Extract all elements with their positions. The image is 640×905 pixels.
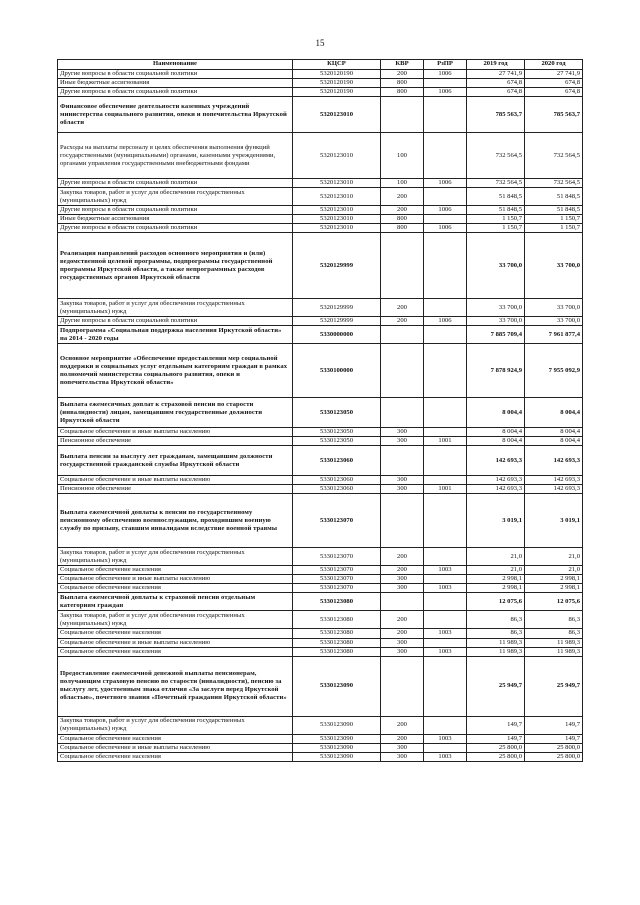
row-kvr: 300 <box>381 485 424 494</box>
table-row <box>58 398 583 428</box>
row-kcsr: 5330123090 <box>293 656 381 716</box>
table-row <box>58 584 583 593</box>
row-name: Другие вопросы в области социальной политики <box>58 224 293 233</box>
row-2020: 8 004,4 <box>525 398 583 428</box>
row-name: Другие вопросы в области социальной политики <box>58 70 293 79</box>
row-name: Предоставление ежемесячной денежной выплаты пенсионерам, получающим страховую пенсию по старости (инвалидности), пенсию за выслугу лет, удостоенным знака отличия «За заслуги перед Иркутской областью», почетного звания «Почетный гражданин Иркутской области» <box>58 656 293 716</box>
table-row <box>58 734 583 743</box>
row-kvr: 200 <box>381 188 424 206</box>
row-rzpr <box>424 656 467 716</box>
row-name: Закупка товаров, работ и услуг для обеспечения государственных (муниципальных) нужд <box>58 188 293 206</box>
row-2019: 33 700,0 <box>467 317 525 326</box>
table-row <box>58 485 583 494</box>
header-name: Наименование <box>58 60 293 70</box>
row-name: Социальное обеспечение и иные выплаты населению <box>58 638 293 647</box>
row-2019: 12 075,6 <box>467 593 525 611</box>
row-kcsr: 5330123080 <box>293 638 381 647</box>
row-name: Социальное обеспечение и иные выплаты населению <box>58 743 293 752</box>
table-row <box>58 188 583 206</box>
row-kcsr: 5320129999 <box>293 299 381 317</box>
row-2019: 33 700,0 <box>467 299 525 317</box>
row-2020: 142 693,3 <box>525 485 583 494</box>
row-kcsr: 5320123010 <box>293 133 381 179</box>
row-name: Социальное обеспечение и иные выплаты населению <box>58 476 293 485</box>
row-rzpr <box>424 233 467 299</box>
row-kcsr: 5320120190 <box>293 79 381 88</box>
row-2020: 27 741,9 <box>525 70 583 79</box>
row-2019: 21,0 <box>467 548 525 566</box>
row-2019: 2 998,1 <box>467 575 525 584</box>
row-kvr: 200 <box>381 629 424 638</box>
row-kcsr: 5330123070 <box>293 494 381 548</box>
table-row <box>58 206 583 215</box>
row-2020: 25 800,0 <box>525 743 583 752</box>
row-name: Социальное обеспечение населения <box>58 734 293 743</box>
row-name: Социальное обеспечение населения <box>58 629 293 638</box>
row-kcsr: 5330123080 <box>293 593 381 611</box>
row-2020: 1 150,7 <box>525 215 583 224</box>
row-rzpr <box>424 611 467 629</box>
row-kvr: 300 <box>381 584 424 593</box>
row-rzpr <box>424 398 467 428</box>
table-row <box>58 70 583 79</box>
row-kvr <box>381 97 424 133</box>
table-row <box>58 233 583 299</box>
row-2020: 86,3 <box>525 611 583 629</box>
row-name: Пенсионное обеспечение <box>58 437 293 446</box>
row-rzpr <box>424 446 467 476</box>
row-kvr: 300 <box>381 476 424 485</box>
row-name: Социальное обеспечение населения <box>58 752 293 761</box>
row-kvr: 200 <box>381 566 424 575</box>
row-kvr: 300 <box>381 743 424 752</box>
table-row <box>58 566 583 575</box>
table-row <box>58 179 583 188</box>
table-row <box>58 752 583 761</box>
row-rzpr: 1001 <box>424 485 467 494</box>
row-name: Социальное обеспечение населения <box>58 566 293 575</box>
row-2020: 21,0 <box>525 566 583 575</box>
row-2019: 33 700,0 <box>467 233 525 299</box>
row-rzpr <box>424 476 467 485</box>
row-kvr <box>381 446 424 476</box>
header-kvr: КВР <box>381 60 424 70</box>
row-rzpr: 1003 <box>424 629 467 638</box>
row-2019: 25 800,0 <box>467 743 525 752</box>
row-kcsr: 5330123070 <box>293 566 381 575</box>
row-2019: 11 989,3 <box>467 638 525 647</box>
row-2019: 8 004,4 <box>467 437 525 446</box>
row-rzpr: 1006 <box>424 70 467 79</box>
header-kcsr: КЦСР <box>293 60 381 70</box>
row-2019: 732 564,5 <box>467 133 525 179</box>
row-kvr: 300 <box>381 647 424 656</box>
row-2019: 149,7 <box>467 734 525 743</box>
row-rzpr <box>424 299 467 317</box>
row-kcsr: 5330123060 <box>293 485 381 494</box>
table-body <box>58 70 583 762</box>
row-kvr <box>381 233 424 299</box>
row-kvr: 100 <box>381 133 424 179</box>
row-2019: 51 848,5 <box>467 206 525 215</box>
table-row <box>58 133 583 179</box>
row-kvr <box>381 326 424 344</box>
row-kcsr: 5330123050 <box>293 428 381 437</box>
row-name: Закупка товаров, работ и услуг для обеспечения государственных (муниципальных) нужд <box>58 716 293 734</box>
row-2020: 732 564,5 <box>525 179 583 188</box>
row-2019: 11 989,3 <box>467 647 525 656</box>
row-rzpr: 1006 <box>424 206 467 215</box>
row-2020: 732 564,5 <box>525 133 583 179</box>
row-name: Выплата пенсии за выслугу лет гражданам, замещавшим должности государственной гражданской службы Иркутской области <box>58 446 293 476</box>
row-rzpr <box>424 638 467 647</box>
row-rzpr <box>424 548 467 566</box>
row-kcsr: 5330123070 <box>293 584 381 593</box>
row-kcsr: 5330123090 <box>293 752 381 761</box>
row-2019: 674,8 <box>467 79 525 88</box>
row-2019: 2 998,1 <box>467 584 525 593</box>
row-rzpr: 1006 <box>424 179 467 188</box>
row-2019: 7 878 924,9 <box>467 344 525 398</box>
table-row <box>58 446 583 476</box>
row-2020: 33 700,0 <box>525 299 583 317</box>
row-2020: 51 848,5 <box>525 188 583 206</box>
row-rzpr <box>424 97 467 133</box>
row-kvr <box>381 656 424 716</box>
header-2020: 2020 год <box>525 60 583 70</box>
row-2020: 12 075,6 <box>525 593 583 611</box>
row-2020: 2 998,1 <box>525 584 583 593</box>
row-kvr: 200 <box>381 734 424 743</box>
row-2019: 142 693,3 <box>467 485 525 494</box>
row-2019: 25 800,0 <box>467 752 525 761</box>
row-2020: 785 563,7 <box>525 97 583 133</box>
row-name: Расходы на выплаты персоналу в целях обеспечения выполнения функций государственными (муниципальными) органами, казенными учреждениями, органами управления государственными внебюджетными фондами <box>58 133 293 179</box>
row-kcsr: 5330100000 <box>293 344 381 398</box>
row-2019: 25 949,7 <box>467 656 525 716</box>
row-kcsr: 5330000000 <box>293 326 381 344</box>
row-kvr: 800 <box>381 88 424 97</box>
row-kcsr: 5330123080 <box>293 629 381 638</box>
row-kvr: 800 <box>381 224 424 233</box>
row-2020: 33 700,0 <box>525 233 583 299</box>
row-name: Другие вопросы в области социальной политики <box>58 88 293 97</box>
row-kcsr: 5330123060 <box>293 476 381 485</box>
table-row <box>58 326 583 344</box>
row-2020: 2 998,1 <box>525 575 583 584</box>
row-2020: 51 848,5 <box>525 206 583 215</box>
row-rzpr <box>424 79 467 88</box>
table-row <box>58 611 583 629</box>
row-kcsr: 5330123050 <box>293 437 381 446</box>
row-name: Выплата ежемесячной доплаты к страховой пенсии отдельным категориям граждан <box>58 593 293 611</box>
row-name: Социальное обеспечение населения <box>58 647 293 656</box>
row-2020: 1 150,7 <box>525 224 583 233</box>
row-name: Другие вопросы в области социальной политики <box>58 206 293 215</box>
row-2020: 8 004,4 <box>525 437 583 446</box>
row-kcsr: 5320129999 <box>293 233 381 299</box>
row-name: Закупка товаров, работ и услуг для обеспечения государственных (муниципальных) нужд <box>58 611 293 629</box>
row-kcsr: 5330123050 <box>293 398 381 428</box>
row-name: Финансовое обеспечение деятельности казенных учреждений министерства социального развития, опеки и попечительства Иркутской области <box>58 97 293 133</box>
row-kvr <box>381 494 424 548</box>
row-kvr: 200 <box>381 716 424 734</box>
page-number: 15 <box>315 38 325 48</box>
row-kcsr: 5320120190 <box>293 88 381 97</box>
row-2019: 8 004,4 <box>467 398 525 428</box>
table-row <box>58 638 583 647</box>
table-row <box>58 437 583 446</box>
row-2019: 3 019,1 <box>467 494 525 548</box>
row-kcsr: 5330123080 <box>293 611 381 629</box>
row-kcsr: 5330123090 <box>293 743 381 752</box>
table-row <box>58 224 583 233</box>
row-2019: 7 885 709,4 <box>467 326 525 344</box>
row-kvr: 800 <box>381 79 424 88</box>
row-rzpr <box>424 575 467 584</box>
row-rzpr <box>424 593 467 611</box>
row-name: Закупка товаров, работ и услуг для обеспечения государственных (муниципальных) нужд <box>58 548 293 566</box>
row-kcsr: 5330123080 <box>293 647 381 656</box>
header-2019: 2019 год <box>467 60 525 70</box>
table-row <box>58 299 583 317</box>
row-kvr: 100 <box>381 179 424 188</box>
table-row <box>58 97 583 133</box>
row-2020: 3 019,1 <box>525 494 583 548</box>
table-row <box>58 428 583 437</box>
table-row <box>58 494 583 548</box>
row-2020: 86,3 <box>525 629 583 638</box>
row-kcsr: 5320123010 <box>293 179 381 188</box>
row-kvr: 300 <box>381 428 424 437</box>
table-row <box>58 317 583 326</box>
row-name: Основное мероприятие «Обеспечение предоставления мер социальной поддержки и социальных услуг отдельным категориям граждан в рамках полномочий министерства социального развития, опеки и попечительства Иркутской области» <box>58 344 293 398</box>
row-2020: 149,7 <box>525 716 583 734</box>
row-kvr: 800 <box>381 215 424 224</box>
row-2019: 1 150,7 <box>467 215 525 224</box>
row-name: Подпрограмма «Социальная поддержка населения Иркутской области» на 2014 - 2020 годы <box>58 326 293 344</box>
row-name: Выплата ежемесячных доплат к страховой пенсии по старости (инвалидности) лицам, замещавшим государственные должности Иркутской области <box>58 398 293 428</box>
row-rzpr <box>424 188 467 206</box>
row-rzpr: 1006 <box>424 317 467 326</box>
row-kvr <box>381 593 424 611</box>
row-kvr <box>381 344 424 398</box>
row-kvr: 200 <box>381 611 424 629</box>
row-name: Иные бюджетные ассигнования <box>58 79 293 88</box>
table-row <box>58 593 583 611</box>
row-2019: 785 563,7 <box>467 97 525 133</box>
row-rzpr: 1006 <box>424 224 467 233</box>
row-2019: 732 564,5 <box>467 179 525 188</box>
row-kcsr: 5320123010 <box>293 188 381 206</box>
table-row <box>58 575 583 584</box>
row-name: Социальное обеспечение и иные выплаты населению <box>58 575 293 584</box>
table-row <box>58 629 583 638</box>
row-rzpr <box>424 428 467 437</box>
row-kvr: 300 <box>381 575 424 584</box>
row-kvr: 200 <box>381 206 424 215</box>
row-2020: 149,7 <box>525 734 583 743</box>
row-2020: 7 955 092,9 <box>525 344 583 398</box>
row-2019: 8 004,4 <box>467 428 525 437</box>
row-rzpr: 1003 <box>424 584 467 593</box>
table-row <box>58 79 583 88</box>
row-2019: 86,3 <box>467 611 525 629</box>
row-kvr: 300 <box>381 752 424 761</box>
row-kcsr: 5320123010 <box>293 215 381 224</box>
header-rzpr: РзПР <box>424 60 467 70</box>
row-name: Реализация направлений расходов основного мероприятия и (или) ведомственной целевой программы, подпрограммы государственной программы Иркутской области, а также непрограммных расходов государственных органов Иркутской области <box>58 233 293 299</box>
row-kcsr: 5330123090 <box>293 734 381 743</box>
row-2020: 11 989,3 <box>525 647 583 656</box>
row-rzpr: 1001 <box>424 437 467 446</box>
row-rzpr <box>424 215 467 224</box>
row-2019: 27 741,9 <box>467 70 525 79</box>
row-rzpr <box>424 344 467 398</box>
row-rzpr: 1003 <box>424 647 467 656</box>
row-kvr: 200 <box>381 70 424 79</box>
row-kcsr: 5330123070 <box>293 575 381 584</box>
row-name: Другие вопросы в области социальной политики <box>58 179 293 188</box>
row-kvr: 200 <box>381 317 424 326</box>
row-2020: 25 949,7 <box>525 656 583 716</box>
row-kcsr: 5320129999 <box>293 317 381 326</box>
row-rzpr <box>424 326 467 344</box>
row-kcsr: 5320123010 <box>293 97 381 133</box>
row-rzpr: 1003 <box>424 752 467 761</box>
row-name: Выплата ежемесячной доплаты к пенсии по государственному пенсионному обеспечению военнослужащим, проходившим военную службу по призыву, ставшим инвалидами вследствие военной травмы <box>58 494 293 548</box>
row-name: Пенсионное обеспечение <box>58 485 293 494</box>
row-2020: 142 693,3 <box>525 476 583 485</box>
row-rzpr: 1006 <box>424 88 467 97</box>
row-kcsr: 5330123060 <box>293 446 381 476</box>
row-rzpr <box>424 494 467 548</box>
row-2020: 11 989,3 <box>525 638 583 647</box>
row-rzpr: 1003 <box>424 734 467 743</box>
row-kvr: 200 <box>381 299 424 317</box>
table-row <box>58 656 583 716</box>
row-name: Иные бюджетные ассигнования <box>58 215 293 224</box>
row-name: Закупка товаров, работ и услуг для обеспечения государственных (муниципальных) нужд <box>58 299 293 317</box>
row-rzpr <box>424 133 467 179</box>
row-kvr <box>381 398 424 428</box>
table-row <box>58 548 583 566</box>
budget-table <box>57 59 583 762</box>
row-kvr: 300 <box>381 437 424 446</box>
row-kcsr: 5320123010 <box>293 224 381 233</box>
row-2019: 21,0 <box>467 566 525 575</box>
row-rzpr <box>424 716 467 734</box>
row-2019: 142 693,3 <box>467 446 525 476</box>
row-2020: 33 700,0 <box>525 317 583 326</box>
row-2020: 8 004,4 <box>525 428 583 437</box>
row-rzpr: 1003 <box>424 566 467 575</box>
row-kcsr: 5320123010 <box>293 206 381 215</box>
row-2020: 142 693,3 <box>525 446 583 476</box>
row-2019: 1 150,7 <box>467 224 525 233</box>
row-kcsr: 5320120190 <box>293 70 381 79</box>
table-row <box>58 344 583 398</box>
row-2019: 674,8 <box>467 88 525 97</box>
row-2020: 674,8 <box>525 79 583 88</box>
row-2020: 7 961 877,4 <box>525 326 583 344</box>
table-row <box>58 88 583 97</box>
row-rzpr <box>424 743 467 752</box>
table-row <box>58 476 583 485</box>
row-2019: 51 848,5 <box>467 188 525 206</box>
row-kcsr: 5330123090 <box>293 716 381 734</box>
table-header-row <box>58 60 583 70</box>
row-name: Социальное обеспечение и иные выплаты населению <box>58 428 293 437</box>
table-row <box>58 716 583 734</box>
row-2019: 142 693,3 <box>467 476 525 485</box>
row-kcsr: 5330123070 <box>293 548 381 566</box>
table-row <box>58 743 583 752</box>
row-2019: 149,7 <box>467 716 525 734</box>
row-kvr: 200 <box>381 548 424 566</box>
row-2019: 86,3 <box>467 629 525 638</box>
row-2020: 674,8 <box>525 88 583 97</box>
row-kvr: 300 <box>381 638 424 647</box>
row-2020: 25 800,0 <box>525 752 583 761</box>
row-name: Социальное обеспечение населения <box>58 584 293 593</box>
table-row <box>58 647 583 656</box>
table-row <box>58 215 583 224</box>
row-2020: 21,0 <box>525 548 583 566</box>
row-name: Другие вопросы в области социальной политики <box>58 317 293 326</box>
